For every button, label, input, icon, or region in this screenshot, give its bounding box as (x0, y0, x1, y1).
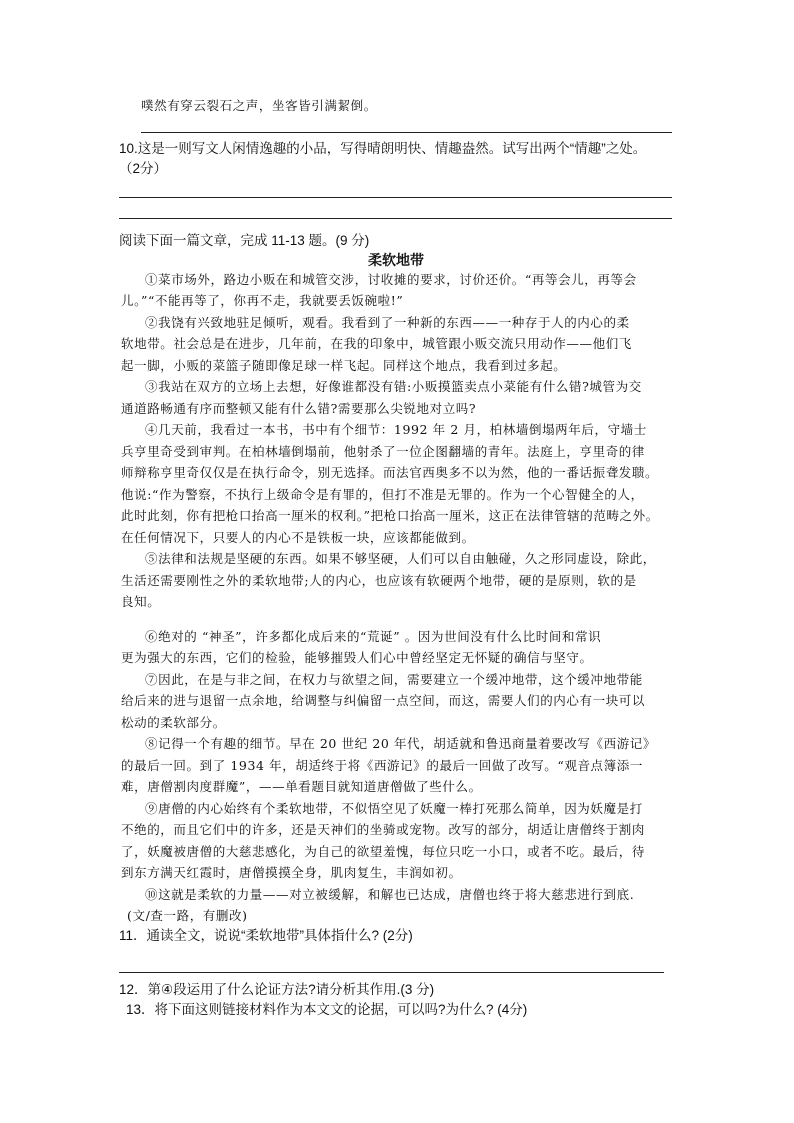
article-line: 松动的柔软部分。 (121, 715, 226, 730)
article-line: 在任何情况下，只要人的内心不是铁板一块，应该都能做到。 (121, 530, 475, 545)
answer-line (119, 972, 664, 973)
article-line: ②我饶有兴致地驻足倾听，观看。我看到了一种新的东西——一种存于人的内心的柔 (145, 315, 630, 330)
article-line: 难，唐僧割肉度群魔”，——单看题目就知道唐僧做了些什么。 (121, 779, 482, 794)
article-line: 的最后一回。到了 1934 年，胡适终于将《西游记》的最后一回做了改写。“观音点簿添一 (121, 758, 643, 773)
question-10-points: （2分） (119, 161, 168, 176)
question-12: 12．第④段运用了什么论证方法?请分析其作用.(3 分) (119, 982, 435, 997)
article-line: 他说:“作为警察，不执行上级命令是有罪的，但打不准是无罪的。作为一个心智健全的人， (121, 487, 644, 502)
article-line: 不绝的，而且它们中的许多，还是天神们的坐骑或宠物。改写的部分，胡适让唐僧终于割肉 (121, 822, 646, 837)
article-line: ③我站在双方的立场上去想，好像谁都没有错:小贩摸篮卖点小菜能有什么错?城管为交 (145, 379, 642, 394)
question-13: 13．将下面这则链接材料作为本文文的论据，可以吗?为什么? (4分) (126, 1002, 528, 1017)
article-line: 此时此刻，你有把枪口抬高一厘米的权利。”把枪口抬高一厘米，这正在法律管辖的范畴之外。 (121, 508, 659, 523)
article-line: ⑤法律和法规是坚硬的东西。如果不够坚硬，人们可以自由触碰，久之形同虚设，除此， (145, 551, 656, 566)
article-title: 柔软地带 (368, 253, 424, 269)
article-line: 兵亨里奇受到审判。在柏林墙倒塌前，他射杀了一位企图翻墙的青年。法庭上，亨里奇的律 (121, 444, 646, 459)
answer-line (119, 218, 672, 219)
article-line: 了，妖魔被唐僧的大慈悲感化，为自己的欲望羞愧，每位只吃一小口，或者不吃。最后，待 (121, 844, 646, 859)
article-line: ④几天前，我看过一本书，书中有个细节：1992 年 2 月，柏林墙倒塌两年后，守墙士 (145, 422, 647, 437)
article-line: 良知。 (121, 594, 161, 609)
article-line: ⑧记得一个有趣的细节。早在 20 世纪 20 年代，胡适就和鲁迅商量着要改写《西游记》 (145, 736, 657, 751)
article-line: 给后来的进与退留一点余地，给调整与纠偏留一点空间，而这，需要人们的内心有一块可以 (121, 693, 646, 708)
article-line: ⑥绝对的 “神圣”，许多都化成后来的“荒诞” 。因为世间没有什么比时间和常识 (145, 629, 602, 644)
article-line: 通道路畅通有序而整顿又能有什么错?需要那么尖锐地对立吗? (121, 401, 477, 416)
answer-line (119, 197, 672, 198)
question-10-text: 10.这是一则写文人闲情逸趣的小品，写得晴朗明快、情趣盎然。试写出两个“情趣”之处。 (119, 141, 647, 156)
article-line: 师辩称亨里奇仅仅是在执行命令，别无选择。而法官西奥多不以为然，他的一番话振聋发聩。 (121, 465, 659, 480)
article-line: 生活还需要刚性之外的柔软地带;人的内心，也应该有软硬两个地带，硬的是原则，软的是 (121, 573, 637, 588)
reading-instruction: 阅读下面一篇文章，完成 11-13 题。(9 分) (119, 233, 370, 248)
article-line: 软地带。社会总是在进步，几年前，在我的印象中，城管跟小贩交流只用动作——他们飞 (121, 336, 632, 351)
article-line: ⑩这就是柔软的力量——对立被缓解，和解也已达成，唐僧也终于将大慈悲进行到底. (145, 887, 635, 902)
prev-passage-line: 噗然有穿云裂石之声，坐客皆引满絜倒。 (141, 98, 377, 113)
article-source: (文/查一路，有删改) (127, 908, 248, 923)
article-line: ⑨唐僧的内心始终有个柔软地带，不似悟空见了妖魔一棒打死那么简单，因为妖魔是打 (145, 801, 643, 816)
article-line: ①菜市场外，路边小贩在和城管交涉，讨收摊的要求，讨价还价。“再等会儿，再等会 (145, 272, 637, 287)
article-line: ⑦因此，在是与非之间，在权力与欲望之间，需要建立一个缓冲地带，这个缓冲地带能 (145, 672, 643, 687)
article-line: 儿。”“不能再等了，你再不走，我就要丢饭碗啦!” (121, 293, 404, 308)
answer-line (141, 132, 672, 133)
article-line: 到东方满天红霞时，唐僧摸摸全身，肌肉复生，丰润如初。 (121, 865, 462, 880)
question-11: 11．通读全文，说说“柔软地带”具体指什么? (2分) (119, 928, 413, 943)
article-line: 更为强大的东西，它们的检验，能够摧毁人们心中曾经坚定无怀疑的确信与坚守。 (121, 650, 593, 665)
article-line: 起一脚，小贩的菜篮子随即像足球一样飞起。同样这个地点，我看到过多起。 (121, 358, 567, 373)
